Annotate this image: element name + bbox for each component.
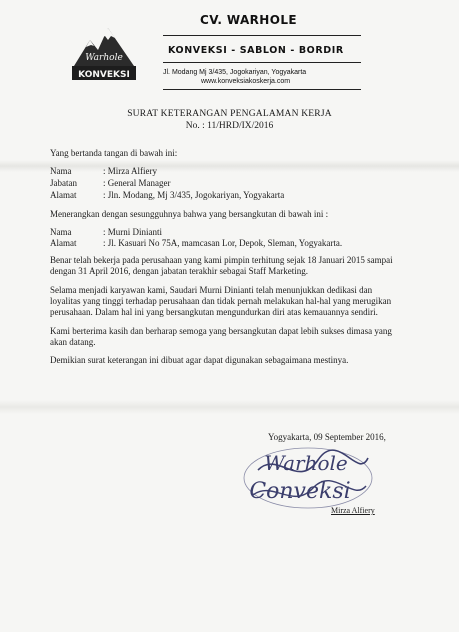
signature-script-2: Conveksi [249,479,351,504]
paper-fold [0,400,459,414]
employee-address-label: Alamat [50,238,77,248]
paragraph-1-line: Benar telah bekerja pada perusahaan yang kami pimpin terhitung sejak 18 Januari 2015 sampai [50,255,393,265]
divider [163,89,361,90]
signer-intro: Yang bertanda tangan di bawah ini: [50,148,178,158]
paragraph-3-line: akan datang. [50,337,96,347]
document-title: SURAT KETERANGAN PENGALAMAN KERJA [127,109,332,119]
employee-intro: Menerangkan dengan sesungguhnya bahwa yang bersangkutan di bawah ini : [50,209,329,219]
logo-text-bottom: KONVEKSI [78,70,130,80]
signer-position-label: Jabatan [50,178,77,188]
signature-script-1: Warhole [264,451,348,475]
paragraph-1-line: dengan 31 April 2016, dengan jabatan terakhir sebagai Staff Marketing. [50,266,309,276]
paragraph-3-line: Kami berterima kasih dan berharap semoga yang bersangkutan dapat lebih sukses dimasa yang [50,326,392,336]
signer-position-value: : General Manager [103,178,171,188]
paragraph-2-line: loyalitas yang tinggi terhadap perusahaan dan tidak pernah melakukan hal-hal yang merugikan [50,296,392,306]
employee-address-value: : Jl. Kasuari No 75A, mamcasan Lor, Depok, Sleman, Yogyakarta. [103,238,343,248]
signer-address-value: : Jln. Modang, Mj 3/435, Jogokariyan, Yogyakarta [103,190,285,200]
employee-name-label: Nama [50,227,72,237]
company-tagline: KONVEKSI - SABLON - BORDIR [168,45,344,56]
paragraph-2-line: perusahaan. Dalam hal ini yang bersangkutan mengundurkan diri atas kemauannya sendiri. [50,307,378,317]
signer-name-value: : Mirza Alfiery [103,166,157,176]
logo-text-top: Warhole [85,53,123,63]
divider [163,35,361,36]
paragraph-4-line: Demikian surat keterangan ini dibuat agar dapat digunakan sebagaimana mestinya. [50,355,349,365]
signer-address-label: Alamat [50,190,77,200]
document-number: No. : 11/HRD/IX/2016 [185,121,274,131]
paragraph-2-line: Selama menjadi karyawan kami, Saudari Murni Dinianti telah menunjukkan dedikasi dan [50,285,373,295]
signer-name-label: Nama [50,166,72,176]
employee-name-value: : Murni Dinianti [103,227,162,237]
divider [163,62,361,63]
company-logo [70,22,138,88]
company-name: CV. WARHOLE [200,13,297,27]
place-date: Yogyakarta, 09 September 2016, [268,432,386,442]
company-website: www.konveksiakoskerja.com [201,78,291,85]
signatory-name: Mirza Alfiery [331,506,375,515]
company-address: Jl. Modang Mj 3/435, Jogokariyan, Yogyakarta [163,69,307,76]
